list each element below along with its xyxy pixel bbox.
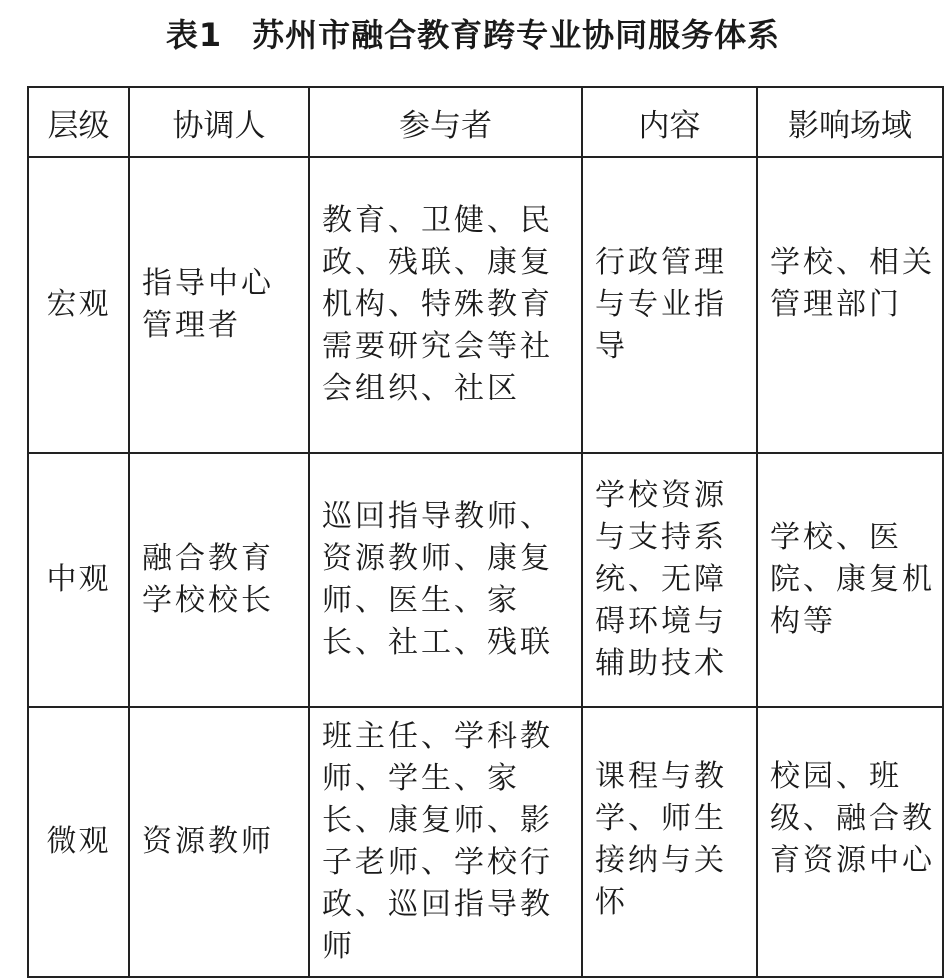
table-row: [28, 453, 943, 707]
level-cell: 微观: [28, 707, 129, 977]
field-cell: 校园、班级、融合教育资源中心: [757, 707, 943, 977]
header-participants: 参与者: [309, 87, 582, 157]
content-cell: 学校资源与支持系统、无障碍环境与辅助技术: [582, 453, 757, 707]
header-row: [28, 87, 943, 157]
field-cell: 学校、医院、康复机构等: [757, 453, 943, 707]
header-field: 影响场域: [757, 87, 943, 157]
table-caption: [0, 14, 946, 56]
participants-cell: 巡回指导教师、资源教师、康复师、医生、家长、社工、残联: [309, 453, 582, 707]
level-cell: 宏观: [28, 157, 129, 453]
field-cell: 学校、相关管理部门: [757, 157, 943, 453]
table-title: 苏州市融合教育跨专业协同服务体系: [252, 16, 781, 54]
level-cell: 中观: [28, 453, 129, 707]
coordinator-cell: 融合教育学校校长: [129, 453, 309, 707]
content-cell: 课程与教学、师生接纳与关怀: [582, 707, 757, 977]
participants-cell: 教育、卫健、民政、残联、康复机构、特殊教育需要研究会等社会组织、社区: [309, 157, 582, 453]
coordinator-cell: 资源教师: [129, 707, 309, 977]
table-number: 表1: [165, 16, 223, 54]
header-coordinator: 协调人: [129, 87, 309, 157]
participants-cell: 班主任、学科教师、学生、家长、康复师、影子老师、学校行政、巡回指导教师: [309, 707, 582, 977]
table-row: [28, 707, 943, 977]
table-row: [28, 157, 943, 453]
header-content: 内容: [582, 87, 757, 157]
header-level: 层级: [28, 87, 129, 157]
coordinator-cell: 指导中心管理者: [129, 157, 309, 453]
content-cell: 行政管理与专业指导: [582, 157, 757, 453]
service-system-table: [27, 86, 944, 978]
